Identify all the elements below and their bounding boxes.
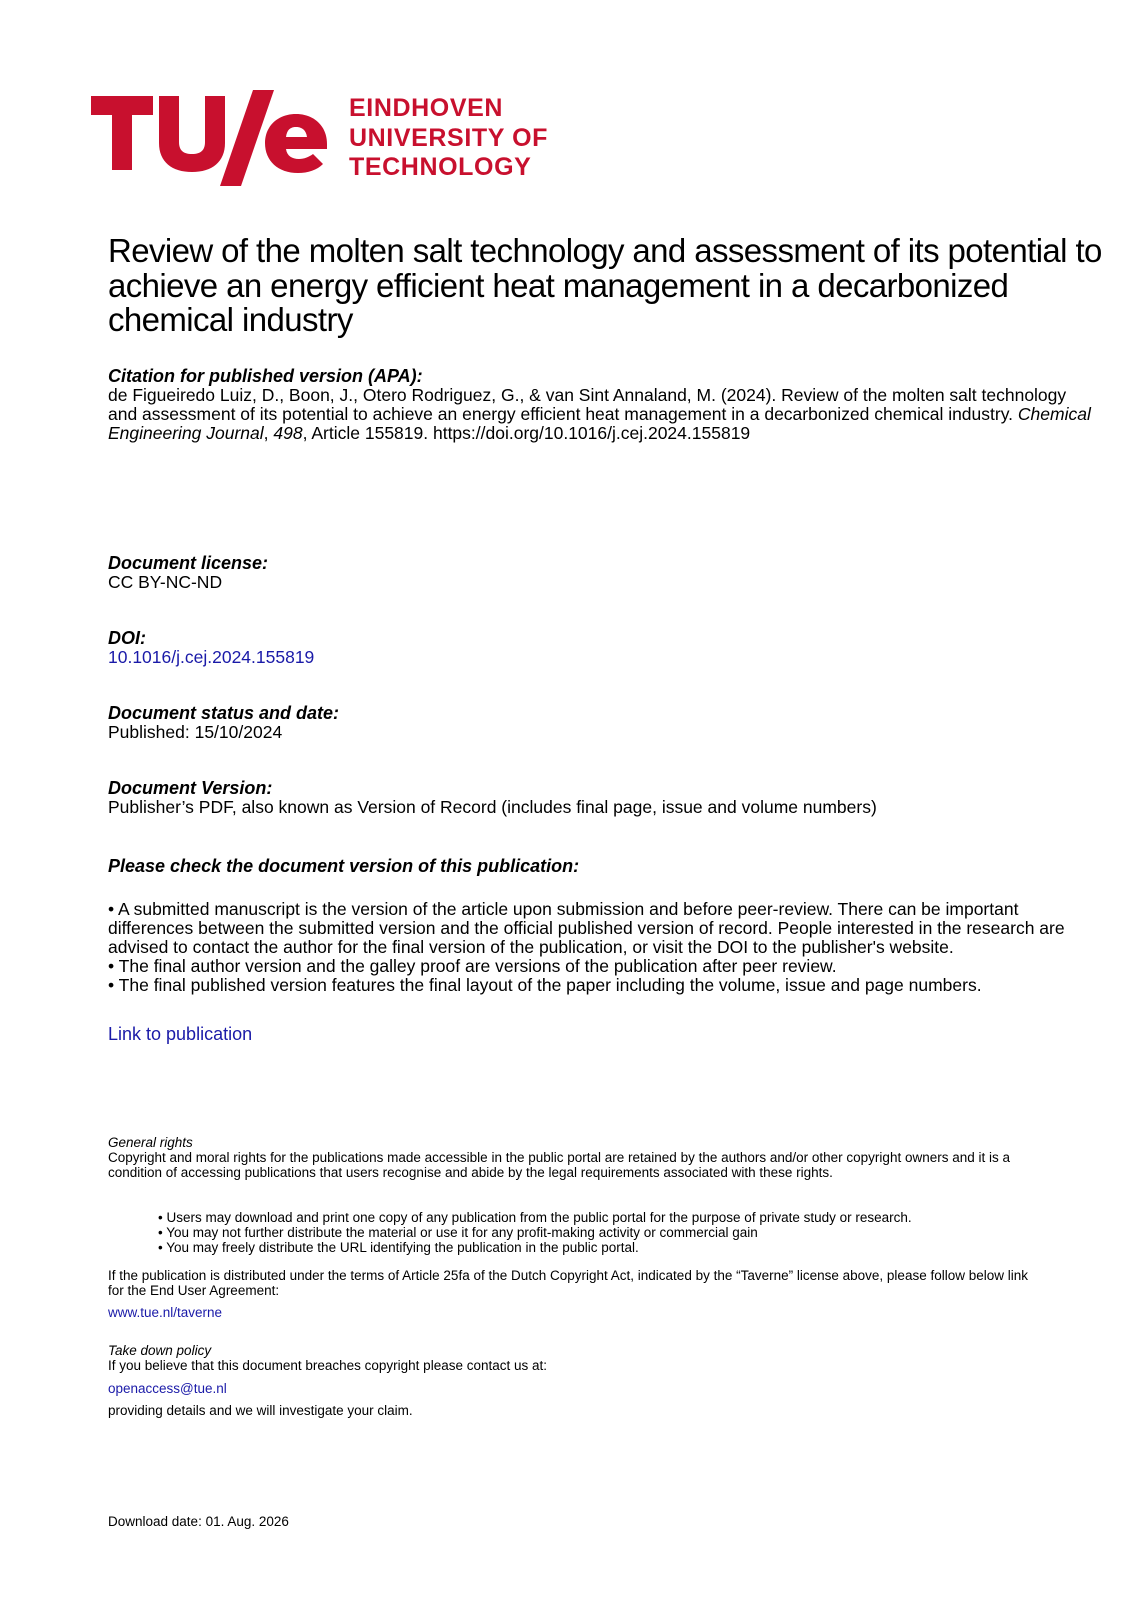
taverne-text: If the publication is distributed under the terms of Article 25fa of the Dutch Copyright Act, indicated by the “Taverne” license above, please follow below link for the End User Agreement: xyxy=(108,1268,1029,1298)
license-value: CC BY-NC-ND xyxy=(108,572,223,592)
status-value: Published: 15/10/2024 xyxy=(108,722,283,742)
general-rights-item: • You may freely distribute the URL identifying the publication in the public portal. xyxy=(158,1240,639,1255)
citation-volume: 498 xyxy=(273,423,303,443)
check-bullet: • The final published version features the final layout of the paper including the volume, issue and page numbers. xyxy=(108,975,982,995)
version-value: Publisher’s PDF, also known as Version of Record (includes final page, issue and volume numbers) xyxy=(108,797,877,817)
citation-text-before: de Figueiredo Luiz, D., Boon, J., Otero Rodriguez, G., & van Sint Annaland, M. (2024). Review of the molten salt technology and assessment of its potential to achieve an energy efficient heat management in a decarbonized chemical industry. xyxy=(108,385,1067,424)
citation-text xyxy=(108,386,1098,443)
check-label xyxy=(108,856,1088,876)
doi-label: DOI: xyxy=(108,628,146,648)
citation-section xyxy=(108,366,1098,443)
general-rights-section xyxy=(108,1135,1048,1180)
general-rights-text: Copyright and moral rights for the publications made accessible in the public portal are retained by the authors and/or other copyright owners and it is a condition of accessing publications that users recognise and abide by the legal requirements associated with these rights. xyxy=(108,1150,1011,1180)
take-down-closing: providing details and we will investigate your claim. xyxy=(108,1403,413,1418)
status-label: Document status and date: xyxy=(108,703,340,723)
tue-logo-wordmark xyxy=(349,94,548,183)
take-down-text: If you believe that this document breaches copyright please contact us at: xyxy=(108,1358,548,1373)
logo-word: TECHNOLOGY xyxy=(349,153,532,181)
license-section xyxy=(108,553,1088,592)
taverne-link[interactable]: www.tue.nl/taverne xyxy=(108,1305,223,1320)
download-date: Download date: 01. Aug. 2026 xyxy=(108,1514,289,1529)
tue-logo xyxy=(91,90,561,190)
check-heading: Please check the document version of this publication: xyxy=(108,856,580,876)
general-rights-list xyxy=(158,1210,1058,1255)
general-rights-label: General rights xyxy=(108,1135,193,1150)
citation-text-after: , Article 155819. https://doi.org/10.1016/j.cej.2024.155819 xyxy=(302,423,751,443)
link-to-publication[interactable]: Link to publication xyxy=(108,1024,253,1044)
version-label: Document Version: xyxy=(108,778,273,798)
logo-word: UNIVERSITY OF xyxy=(349,123,549,152)
check-bullet: • A submitted manuscript is the version of the article upon submission and before peer-review. There can be important differences between the submitted version and the official published version of record. People interested in the research are advised to contact the author for the final version of the publication, or visit the DOI to the publisher's website. xyxy=(108,899,1065,957)
doi-section xyxy=(108,628,1088,667)
take-down-email[interactable]: openaccess@tue.nl xyxy=(108,1381,227,1396)
take-down-label: Take down policy xyxy=(108,1343,212,1358)
citation-journal: Chemical Engineering Journal xyxy=(108,404,1091,443)
citation-comma: , xyxy=(263,423,274,443)
status-section xyxy=(108,703,1088,742)
citation-label: Citation for published version (APA): xyxy=(108,366,423,386)
logo-word: EINDHOVEN xyxy=(349,94,504,122)
doi-link[interactable]: 10.1016/j.cej.2024.155819 xyxy=(108,647,315,667)
license-label: Document license: xyxy=(108,553,269,573)
check-bullets xyxy=(108,900,1068,995)
check-bullet: • The final author version and the galley proof are versions of the publication after peer review. xyxy=(108,956,837,976)
general-rights-item: • You may not further distribute the material or use it for any profit-making activity or commercial gain xyxy=(158,1225,758,1240)
take-down-section xyxy=(108,1343,1088,1373)
general-rights-item: • Users may download and print one copy of any publication from the public portal for the purpose of private study or research. xyxy=(158,1210,912,1225)
tue-logo-mark xyxy=(91,90,331,190)
version-section xyxy=(108,778,1088,817)
document-title: Review of the molten salt technology and assessment of its potential to achieve an energy efficient heat management in a decarbonized chemical industry xyxy=(108,232,1102,338)
